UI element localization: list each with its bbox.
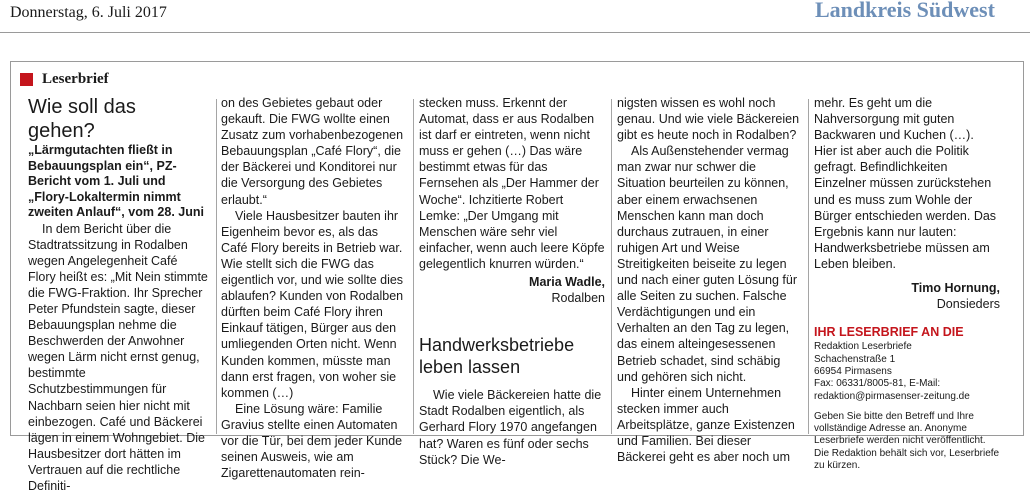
letter1-paragraph: In dem Bericht über die Stadtratssitzung in Rodalben wegen Angelegenheit Café Flory heißt es: „Mit Nein stimmte die FWG-Fraktion. Ihr Sprecher Peter Pfundstein sagte, dieser Bebauungsplan nehme die Beschwerden der Anwohner wegen Lärm nicht ernst genug, bestimmte Schutzbestimmungen für Nachbarn seien hier nicht mit einbezogen. Café und Bäckerei lägen in einem Wohngebiet. Die Hausbesitzer dort hätten im Vertrauen auf die rechtliche Definiti-	[28, 221, 208, 494]
column-divider	[808, 99, 809, 434]
letter1-paragraph: stecken muss. Erkennt der Automat, dass er aus Rodalben ist darf er eintreten, wenn nicht muss er gehen (…) Das wäre bestimmt etwas für das Fernsehen als „Der Hammer der Woche“. Ichzitierte Robert Lemke: „Der Umgang mit Menschen wäre sehr viel einfacher, wenn auch leere Köpfe gelegentlich knurren würden.“	[419, 95, 605, 272]
section-marker-icon	[20, 73, 33, 86]
column-divider	[216, 99, 217, 434]
letter2-paragraph: Wie viele Bäckereien hatte die Stadt Rodalben eigentlich, als Gerhard Flory 1970 angefangen hat? Waren es fünf oder sechs Stück? Die We-	[419, 387, 605, 467]
letter2-paragraph: Als Außenstehender vermag man zwar nur schwer die Situation beurteilen zu können, aber einem erwachsenen Menschen kann man doch durchaus zutrauen, in einer ruhigen Art und Weise Streitigkeiten beiseite zu legen und nach einer guten Lösung für alle Seiten zu suchen. Falsche Verdächtigungen und ein Verhalten an den Tag zu legen, das einem alteingesessenen Betrieb schadet, sind schäbig und gehören sich nicht.	[617, 143, 803, 384]
letter2-paragraph: nigsten wissen es wohl noch genau. Und wie viele Bäckereien gibt es heute noch in Rodalben?	[617, 95, 803, 143]
letter1-paragraph: Viele Hausbesitzer bauten ihr Eigenheim bevor es, als das Café Flory bereits in Betrieb war. Wie stellt sich die FWG das eigentlich vor, und wie sollte dies ablaufen? Kunden von Rodalben dürften beim Café Flory ihren Einkauf tätigen, Bürger aus den umliegenden Orten nicht. Wenn Kunden kommen, müsste man dann erst fragen, von woher sie kommen (…)	[221, 208, 407, 401]
column-3	[419, 95, 605, 468]
letter1-paragraph: on des Gebietes gebaut oder gekauft. Die FWG wollte einen Zusatz zum vorhabenbezogenen Bebauungsplan „Café Flory“, die der Bäckerei und Konditorei nur die Versorgung des Gebietes erlaubt.“	[221, 95, 407, 208]
column-1	[28, 95, 208, 494]
region-title: Landkreis Südwest	[815, 0, 995, 23]
column-divider	[413, 99, 414, 434]
letter2-town: Donsieders	[814, 296, 1000, 312]
issue-date: Donnerstag, 6. Juli 2017	[10, 4, 167, 22]
letter1-author: Maria Wadle,	[529, 275, 605, 289]
section-label: Leserbrief	[42, 71, 109, 88]
submission-infobox	[814, 324, 1000, 472]
section-header	[20, 71, 109, 88]
column-divider	[611, 99, 612, 434]
infobox-address: Redaktion Leserbriefe Schachenstraße 1 66954 Pirmasens Fax: 06331/8005-81, E-Mail: redaktion@pirmasenser-zeitung.de	[814, 341, 1000, 402]
infobox-title: IHR LESERBRIEF AN DIE	[814, 324, 1000, 340]
column-4	[617, 95, 803, 465]
letter1-town: Rodalben	[419, 290, 605, 306]
infobox-note: Geben Sie bitte den Betreff und Ihre vollständige Adresse an. Anonyme Leserbriefe werden nicht veröffentlicht. Die Redaktion behält sich vor, Leserbriefe zu kürzen.	[814, 411, 1000, 472]
infobox-email: redaktion@pirmasenser-zeitung.de	[814, 391, 1000, 403]
letter1-lead: „Lärmgutachten fließt in Bebauungsplan ein“, PZ-Bericht vom 1. Juli und „Flory-Lokaltermin nimmt zweiten Anlauf“, vom 28. Juni	[28, 143, 208, 221]
column-2	[221, 95, 407, 481]
letter1-paragraph: Eine Lösung wäre: Familie Gravius stellte einen Automaten vor die Tür, bei dem jeder Kunde seinen Ausweis, wie am Zigarettenautomaten rein-	[221, 401, 407, 481]
letter2-paragraph: Hinter einem Unternehmen stecken immer auch Arbeitsplätze, ganze Existenzen und Familien. Bei dieser Bäckerei geht es aber noch um	[617, 385, 803, 465]
letter1-headline: Wie soll das gehen?	[28, 95, 208, 143]
letter2-headline: Handwerksbetriebe leben lassen	[419, 334, 605, 378]
column-5	[814, 95, 1000, 472]
letter2-paragraph: mehr. Es geht um die Nahversorgung mit guten Backwaren und Kuchen (…). Hier ist aber auch die Politik gefragt. Befindlichkeiten Einzelner müssen zurückstehen und es muss zum Wohle der Bürger entschieden werden. Das Ergebnis kann nur lauten: Handwerksbetriebe müssen am Leben bleiben.	[814, 95, 1000, 272]
letter2-author: Timo Hornung,	[911, 281, 1000, 295]
header-rule	[0, 32, 1030, 33]
